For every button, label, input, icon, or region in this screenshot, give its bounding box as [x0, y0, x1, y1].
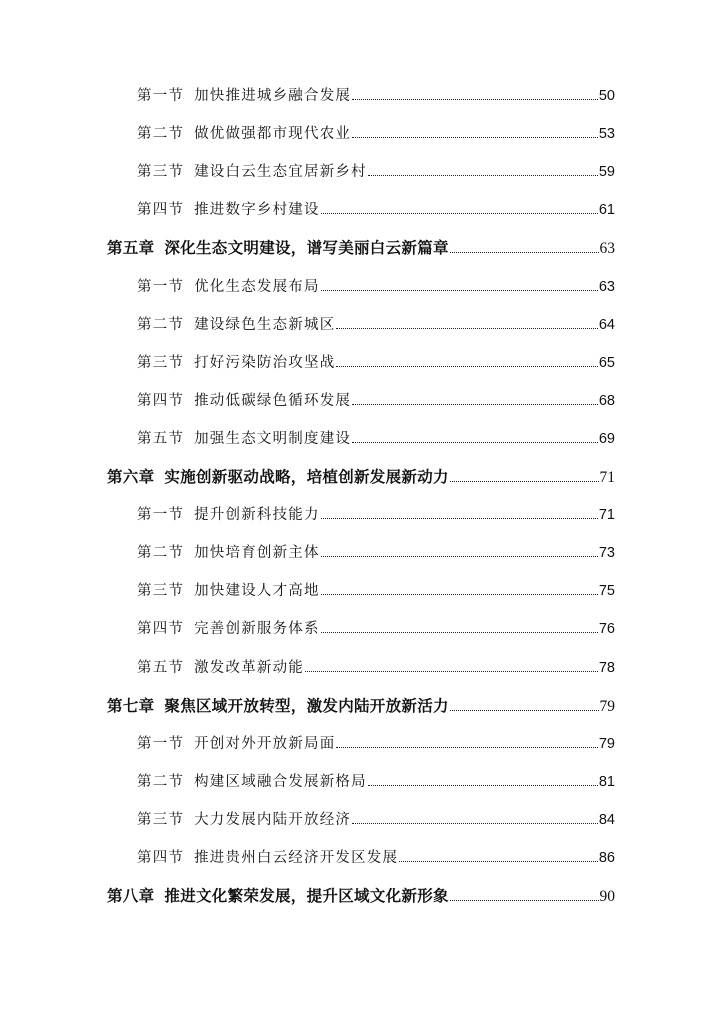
page-number: 75	[598, 583, 615, 599]
page-number: 61	[598, 202, 615, 218]
dot-leader	[321, 594, 598, 595]
dot-leader	[450, 252, 599, 253]
toc-entry-label	[107, 236, 449, 260]
toc-entry-label	[137, 275, 320, 299]
dot-leader	[321, 556, 598, 557]
page-number: 50	[598, 88, 615, 104]
dot-leader	[368, 785, 598, 786]
dot-leader	[450, 710, 599, 711]
toc-entry-label	[137, 732, 335, 756]
section-number: 第二节	[137, 545, 185, 561]
page-number: 76	[598, 621, 615, 637]
page-number: 59	[598, 164, 615, 180]
section-number: 第三节	[137, 164, 185, 180]
dot-leader	[336, 328, 597, 329]
dot-leader	[352, 442, 598, 443]
page-number: 63	[598, 279, 615, 295]
page-number: 81	[598, 774, 615, 790]
toc-entry-label	[137, 351, 335, 375]
page-number: 90	[599, 888, 615, 905]
section-number: 第一节	[137, 736, 185, 752]
page-number: 79	[599, 698, 615, 715]
page-number: 64	[598, 317, 615, 333]
toc-chapter-entry[interactable]	[107, 694, 615, 718]
toc-entry-label	[137, 122, 351, 146]
toc-section-entry[interactable]	[137, 275, 615, 299]
chapter-number: 第八章	[107, 887, 155, 905]
chapter-title: 推进文化繁荣发展，提升区域文化新形象	[164, 887, 449, 905]
section-title: 做优做强都市现代农业	[194, 126, 352, 142]
toc-section-entry[interactable]	[137, 579, 615, 603]
dot-leader	[321, 632, 598, 633]
toc-section-entry[interactable]	[137, 122, 615, 146]
toc-section-entry[interactable]	[137, 313, 615, 337]
dot-leader	[352, 99, 598, 100]
page-number: 65	[598, 355, 615, 371]
section-title: 构建区域融合发展新格局	[194, 774, 367, 790]
toc-section-entry[interactable]	[137, 617, 615, 641]
toc-entry-label	[137, 579, 320, 603]
dot-leader	[321, 290, 598, 291]
toc-entry-label	[137, 160, 367, 184]
dot-leader	[305, 671, 598, 672]
section-title: 加快推进城乡融合发展	[194, 88, 352, 104]
section-title: 完善创新服务体系	[194, 621, 320, 637]
section-number: 第三节	[137, 812, 185, 828]
chapter-number: 第五章	[107, 239, 155, 257]
toc-entry-label	[137, 503, 320, 527]
section-number: 第一节	[137, 88, 185, 104]
section-number: 第一节	[137, 507, 185, 523]
section-number: 第三节	[137, 583, 185, 599]
page-number: 53	[598, 126, 615, 142]
chapter-title: 深化生态文明建设，谱写美丽白云新篇章	[164, 239, 449, 257]
toc-section-entry[interactable]	[137, 503, 615, 527]
toc-entry-label	[137, 846, 398, 870]
toc-section-entry[interactable]	[137, 770, 615, 794]
section-title: 推进贵州白云经济开发区发展	[194, 850, 399, 866]
toc-section-entry[interactable]	[137, 84, 615, 108]
toc-section-entry[interactable]	[137, 427, 615, 451]
section-number: 第五节	[137, 431, 185, 447]
page-number: 69	[598, 431, 615, 447]
dot-leader	[450, 900, 599, 901]
chapter-number: 第七章	[107, 697, 155, 715]
dot-leader	[352, 823, 598, 824]
section-number: 第四节	[137, 850, 185, 866]
toc-section-entry[interactable]	[137, 351, 615, 375]
page-number: 84	[598, 812, 615, 828]
dot-leader	[450, 481, 599, 482]
section-number: 第二节	[137, 126, 185, 142]
page-number: 78	[598, 660, 615, 676]
toc-section-entry[interactable]	[137, 846, 615, 870]
toc-section-entry[interactable]	[137, 656, 615, 680]
page-number: 73	[598, 545, 615, 561]
page-number: 86	[598, 850, 615, 866]
toc-entry-label	[137, 427, 351, 451]
page-number: 79	[598, 736, 615, 752]
section-title: 加强生态文明制度建设	[194, 431, 352, 447]
toc-section-entry[interactable]	[137, 541, 615, 565]
toc-entry-label	[137, 656, 304, 680]
dot-leader	[399, 861, 598, 862]
dot-leader	[352, 404, 598, 405]
section-number: 第一节	[137, 279, 185, 295]
section-title: 提升创新科技能力	[194, 507, 320, 523]
section-number: 第二节	[137, 317, 185, 333]
chapter-number: 第六章	[107, 468, 155, 486]
toc-section-entry[interactable]	[137, 160, 615, 184]
section-number: 第三节	[137, 355, 185, 371]
section-title: 开创对外开放新局面	[194, 736, 336, 752]
dot-leader	[352, 137, 598, 138]
toc-entry-label	[137, 770, 367, 794]
section-number: 第四节	[137, 202, 185, 218]
dot-leader	[321, 518, 598, 519]
section-number: 第五节	[137, 660, 185, 676]
toc-entry-label	[137, 198, 320, 222]
section-title: 加快培育创新主体	[194, 545, 320, 561]
toc-entry-label	[107, 465, 449, 489]
toc-chapter-entry[interactable]	[107, 236, 615, 260]
dot-leader	[368, 175, 598, 176]
toc-entry-label	[137, 808, 351, 832]
section-title: 打好污染防治攻坚战	[194, 355, 336, 371]
toc-chapter-entry[interactable]	[107, 465, 615, 489]
dot-leader	[336, 747, 597, 748]
page-number: 68	[598, 393, 615, 409]
section-number: 第四节	[137, 393, 185, 409]
section-title: 推进数字乡村建设	[194, 202, 320, 218]
section-title: 建设绿色生态新城区	[194, 317, 336, 333]
toc-chapter-entry[interactable]	[107, 884, 615, 908]
toc-entry-label	[137, 389, 351, 413]
toc-entry-label	[137, 313, 335, 337]
toc-entry-label	[137, 617, 320, 641]
toc-section-entry[interactable]	[137, 732, 615, 756]
page-number: 63	[599, 240, 615, 257]
toc-entry-label	[107, 884, 449, 908]
section-title: 推动低碳绿色循环发展	[194, 393, 352, 409]
chapter-title: 实施创新驱动战略，培植创新发展新动力	[164, 468, 449, 486]
section-title: 加快建设人才高地	[194, 583, 320, 599]
section-title: 大力发展内陆开放经济	[194, 812, 352, 828]
section-title: 优化生态发展布局	[194, 279, 320, 295]
toc-section-entry[interactable]	[137, 808, 615, 832]
page-number: 71	[599, 469, 615, 486]
page-number: 71	[598, 507, 615, 523]
section-number: 第二节	[137, 774, 185, 790]
section-title: 激发改革新动能	[194, 660, 305, 676]
section-number: 第四节	[137, 621, 185, 637]
chapter-title: 聚焦区域开放转型，激发内陆开放新活力	[164, 697, 449, 715]
toc-entry-label	[137, 84, 351, 108]
toc-section-entry[interactable]	[137, 389, 615, 413]
section-title: 建设白云生态宜居新乡村	[194, 164, 367, 180]
dot-leader	[336, 366, 597, 367]
toc-section-entry[interactable]	[137, 198, 615, 222]
dot-leader	[321, 213, 598, 214]
toc-entry-label	[107, 694, 449, 718]
toc-entry-label	[137, 541, 320, 565]
